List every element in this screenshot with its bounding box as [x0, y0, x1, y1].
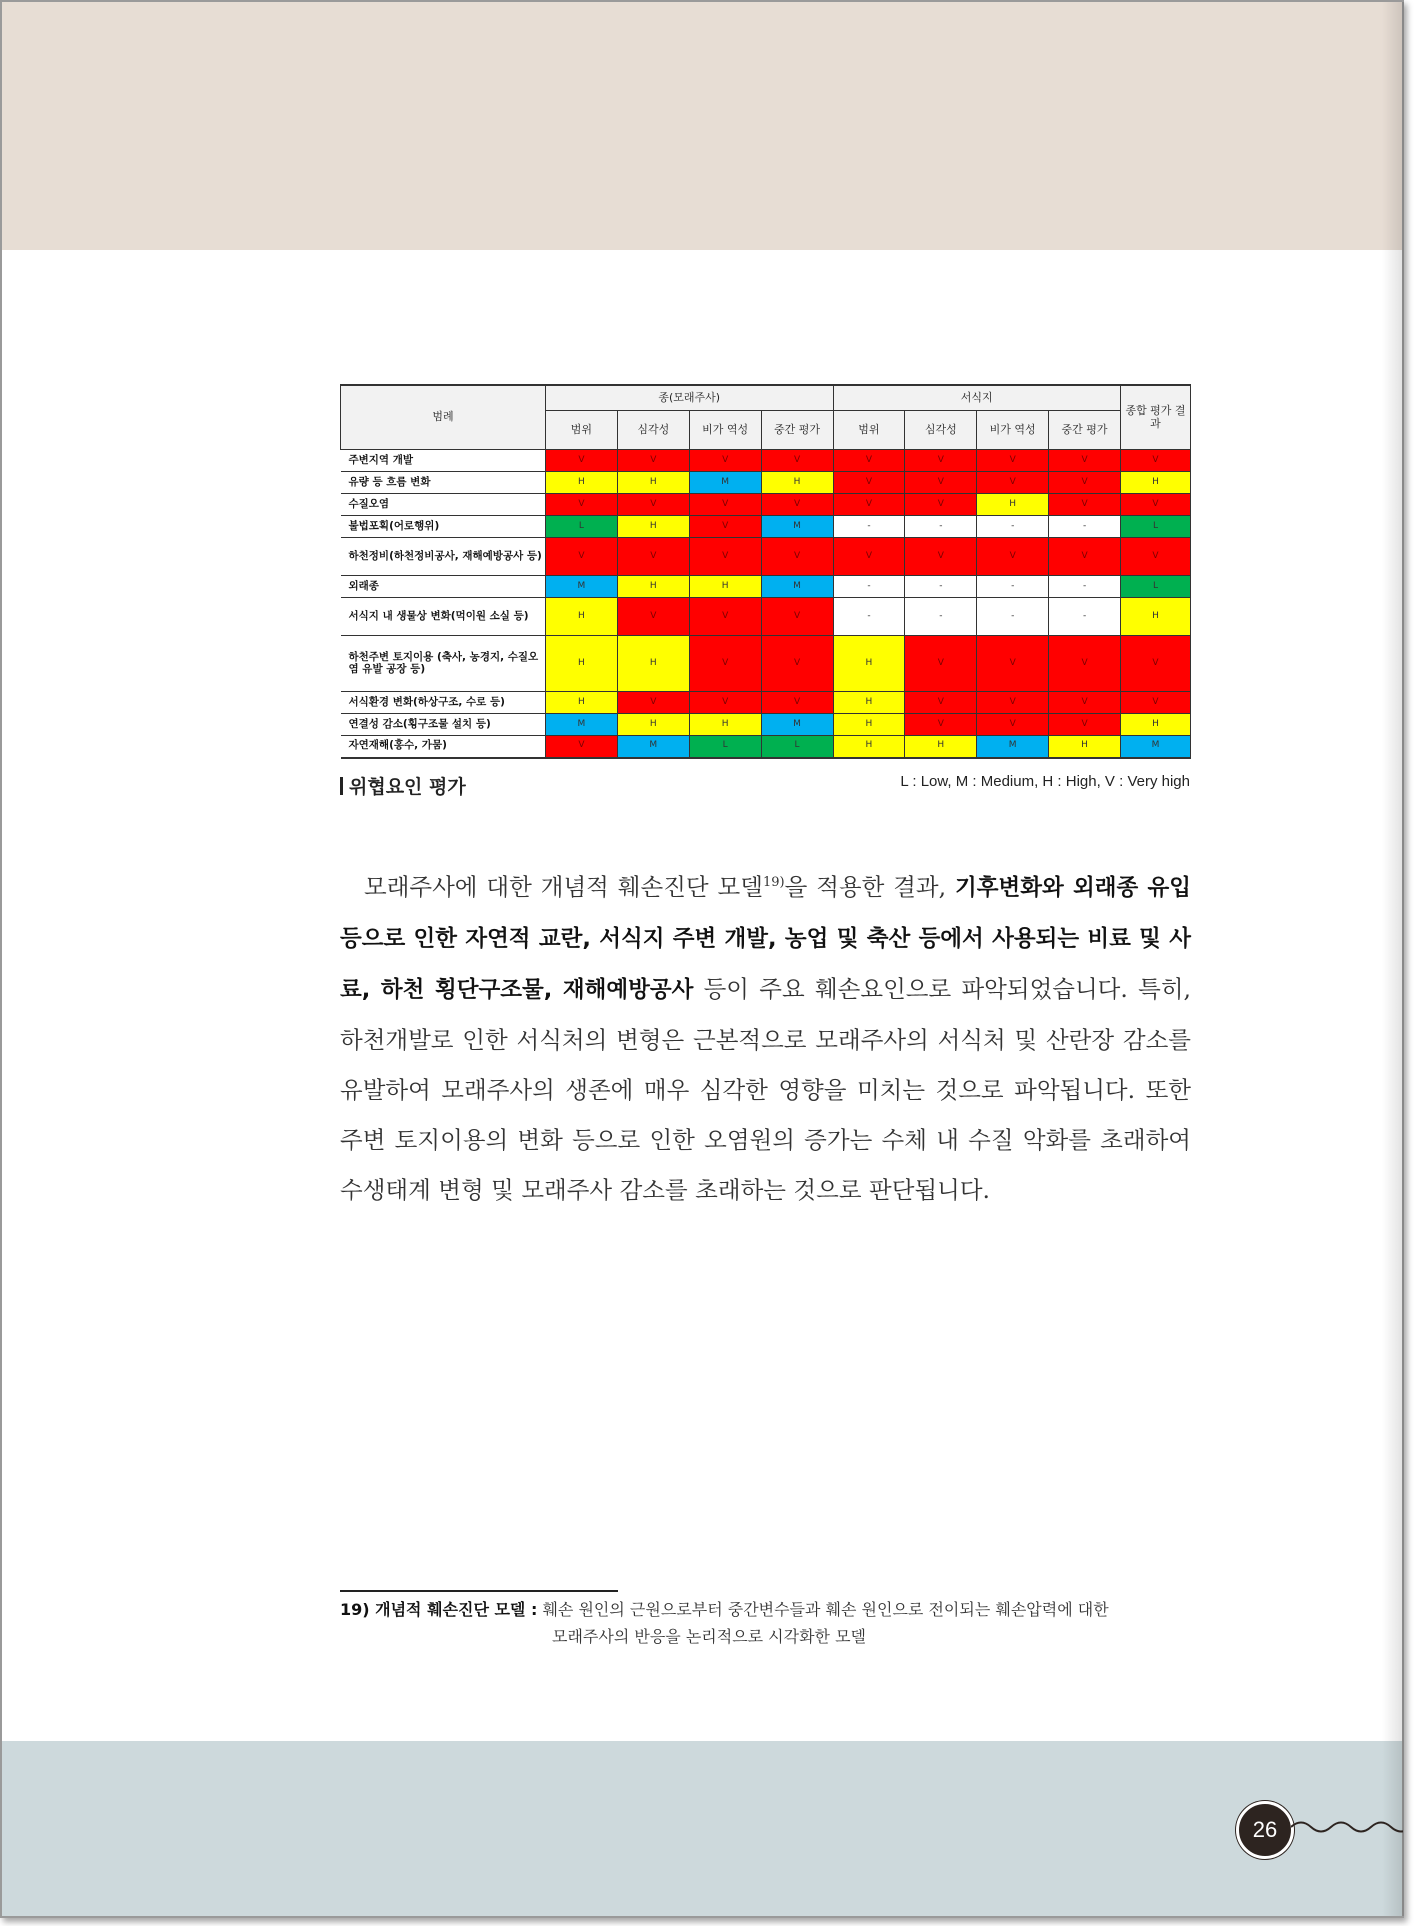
rating-cell: H [1049, 736, 1121, 758]
overall-rating-cell: L [1121, 576, 1191, 598]
page-edge-shadow [1382, 2, 1404, 1916]
subcolumn-header: 중간 평가 [761, 411, 833, 450]
table-row [341, 472, 1191, 494]
rating-cell: V [617, 692, 689, 714]
rating-cell: V [977, 714, 1049, 736]
rating-cell: V [905, 494, 977, 516]
page-number: 26 [1236, 1801, 1294, 1859]
row-label: 주변지역 개발 [341, 450, 546, 472]
overall-rating-cell: H [1121, 714, 1191, 736]
overall-rating-cell: V [1121, 538, 1191, 576]
subcolumn-header: 범위 [546, 411, 618, 450]
overall-rating-cell: V [1121, 450, 1191, 472]
subcolumn-header: 범위 [833, 411, 905, 450]
table-row [341, 736, 1191, 758]
habitat-group-header: 서식지 [833, 385, 1121, 411]
overall-rating-cell: H [1121, 472, 1191, 494]
rating-cell: - [905, 516, 977, 538]
rating-cell: V [1049, 692, 1121, 714]
rating-cell: - [1049, 576, 1121, 598]
rating-cell: V [977, 636, 1049, 692]
row-label: 하천정비(하천정비공사, 재해예방공사 등) [341, 538, 546, 576]
rating-cell: V [761, 494, 833, 516]
rating-cell: - [977, 598, 1049, 636]
table-row [341, 714, 1191, 736]
rating-cell: V [833, 472, 905, 494]
rating-cell: V [689, 450, 761, 472]
table-caption [340, 772, 466, 799]
overall-rating-cell: L [1121, 516, 1191, 538]
paragraph-bold: 기후변화와 외래종 유입 등으로 인한 자연적 교란, 서식지 주변 개발, 농업 및 축산 등에서 사용되는 비료 및 사료, 하천 횡단구조물, 재해예방공사 [340, 875, 1191, 1003]
rating-cell: M [761, 516, 833, 538]
rating-cell: - [977, 576, 1049, 598]
rating-cell: H [689, 576, 761, 598]
row-label: 서식환경 변화(하상구조, 수로 등) [341, 692, 546, 714]
paragraph-part-2: 을 적용한 결과, [784, 873, 956, 901]
rating-cell: H [905, 736, 977, 758]
table-body [341, 450, 1191, 758]
rating-cell: H [546, 598, 618, 636]
overall-rating-cell: V [1121, 636, 1191, 692]
rating-cell: - [1049, 598, 1121, 636]
rating-cell: V [1049, 636, 1121, 692]
footnote-line-1: 훼손 원인의 근원으로부터 중간변수들과 훼손 원인으로 전이되는 훼손압력에 대한 [537, 1600, 1109, 1619]
wave-decoration-icon [1291, 1814, 1403, 1840]
rating-cell: V [905, 636, 977, 692]
rating-cell: V [977, 538, 1049, 576]
footer-band [2, 1741, 1402, 1916]
rating-cell: V [1049, 538, 1121, 576]
rating-cell: V [761, 636, 833, 692]
rating-cell: M [977, 736, 1049, 758]
overall-result-header: 종합 평가 결과 [1121, 385, 1191, 450]
rating-cell: V [761, 450, 833, 472]
paragraph-part-3: 등이 주요 훼손요인으로 파악되었습니다. 특히, 하천개발로 인한 서식처의 변형은 근본적으로 모래주사의 서식처 및 산란장 감소를 유발하여 모래주사의 생존에 매우 심각한 영향을 미치는 것으로 파악됩니다. 또한 주변 토지이용의 변화 등으로 인한 오염원의 증가는 수체 내 수질 악화를 초래하여 수생태계 변형 및 모래주사 감소를 초래하는 것으로 판단됩니다. [340, 975, 1191, 1204]
overall-rating-cell: V [1121, 692, 1191, 714]
rating-cell: H [546, 636, 618, 692]
header-band [2, 2, 1402, 250]
rating-cell: V [1049, 472, 1121, 494]
rating-cell: H [617, 576, 689, 598]
rating-cell: - [833, 516, 905, 538]
rating-cell: V [833, 538, 905, 576]
footnote-ref: 19) [762, 875, 785, 890]
rating-cell: V [546, 494, 618, 516]
rating-cell: H [689, 714, 761, 736]
rating-cell: V [905, 538, 977, 576]
rating-cell: L [689, 736, 761, 758]
table-row [341, 450, 1191, 472]
rating-cell: L [546, 516, 618, 538]
table-row [341, 636, 1191, 692]
table-row [341, 516, 1191, 538]
rating-cell: V [833, 450, 905, 472]
row-label: 서식지 내 생물상 변화(먹이원 소실 등) [341, 598, 546, 636]
species-group-header: 종(모래주사) [546, 385, 834, 411]
rating-cell: - [977, 516, 1049, 538]
overall-rating-cell: H [1121, 598, 1191, 636]
table-row [341, 576, 1191, 598]
row-label: 유량 등 흐름 변화 [341, 472, 546, 494]
footnote-rule [340, 1590, 618, 1592]
footnote [340, 1596, 1191, 1650]
rating-cell: V [905, 714, 977, 736]
rating-cell: V [689, 516, 761, 538]
rating-cell: - [1049, 516, 1121, 538]
subcolumn-header: 중간 평가 [1049, 411, 1121, 450]
legend-header: 범례 [341, 385, 546, 450]
rating-cell: H [617, 636, 689, 692]
subcolumn-header: 비가 역성 [977, 411, 1049, 450]
footnote-term: 19) 개념적 훼손진단 모델 : [340, 1600, 538, 1619]
rating-cell: H [546, 692, 618, 714]
rating-cell: - [833, 598, 905, 636]
rating-cell: H [761, 472, 833, 494]
rating-cell: V [1049, 714, 1121, 736]
threat-assessment-table [340, 384, 1191, 759]
rating-cell: M [761, 714, 833, 736]
rating-cell: V [761, 538, 833, 576]
rating-cell: H [833, 714, 905, 736]
overall-rating-cell: M [1121, 736, 1191, 758]
rating-cell: V [546, 450, 618, 472]
caption-text: 위협요인 평가 [349, 776, 466, 798]
rating-cell: V [977, 472, 1049, 494]
rating-cell: H [617, 714, 689, 736]
row-label: 외래종 [341, 576, 546, 598]
rating-cell: V [761, 598, 833, 636]
rating-cell: H [546, 472, 618, 494]
rating-cell: - [905, 576, 977, 598]
table-row [341, 538, 1191, 576]
rating-cell: V [689, 598, 761, 636]
row-label: 하천주변 토지이용 (축사, 농경지, 수질오염 유발 공장 등) [341, 636, 546, 692]
rating-cell: V [617, 538, 689, 576]
subcolumn-header: 심각성 [617, 411, 689, 450]
rating-cell: V [689, 538, 761, 576]
rating-cell: M [761, 576, 833, 598]
rating-cell: V [833, 494, 905, 516]
row-label: 수질오염 [341, 494, 546, 516]
rating-cell: H [617, 516, 689, 538]
rating-cell: V [977, 450, 1049, 472]
row-label: 불법포획(어로행위) [341, 516, 546, 538]
paragraph-part-1: 모래주사에 대한 개념적 훼손진단 모델 [364, 873, 763, 901]
rating-cell: - [905, 598, 977, 636]
rating-cell: V [1049, 494, 1121, 516]
rating-cell: M [689, 472, 761, 494]
rating-cell: H [833, 692, 905, 714]
rating-cell: V [905, 692, 977, 714]
rating-legend: L : Low, M : Medium, H : High, V : Very high [900, 773, 1190, 790]
rating-cell: V [761, 692, 833, 714]
rating-cell: L [761, 736, 833, 758]
rating-cell: V [905, 472, 977, 494]
body-paragraph [340, 862, 1191, 1215]
subcolumn-header: 비가 역성 [689, 411, 761, 450]
row-label: 자연재해(홍수, 가뭄) [341, 736, 546, 758]
rating-cell: V [617, 450, 689, 472]
rating-cell: H [617, 472, 689, 494]
rating-cell: V [546, 538, 618, 576]
rating-cell: V [689, 692, 761, 714]
rating-cell: H [833, 636, 905, 692]
rating-cell: V [617, 494, 689, 516]
table-row [341, 494, 1191, 516]
row-label: 연결성 감소(횡구조물 설치 등) [341, 714, 546, 736]
rating-cell: V [617, 598, 689, 636]
rating-cell: V [689, 636, 761, 692]
subcolumn-header: 심각성 [905, 411, 977, 450]
caption-bar [340, 777, 343, 795]
rating-cell: V [689, 494, 761, 516]
table-row [341, 598, 1191, 636]
rating-cell: V [1049, 450, 1121, 472]
rating-cell: V [905, 450, 977, 472]
rating-cell: H [977, 494, 1049, 516]
rating-cell: V [977, 692, 1049, 714]
rating-cell: V [546, 736, 618, 758]
rating-cell: - [833, 576, 905, 598]
rating-cell: M [617, 736, 689, 758]
rating-cell: M [546, 576, 618, 598]
table-row [341, 692, 1191, 714]
overall-rating-cell: V [1121, 494, 1191, 516]
rating-cell: M [546, 714, 618, 736]
footnote-line-2: 모래주사의 반응을 논리적으로 시각화한 모델 [552, 1627, 867, 1646]
rating-cell: H [833, 736, 905, 758]
